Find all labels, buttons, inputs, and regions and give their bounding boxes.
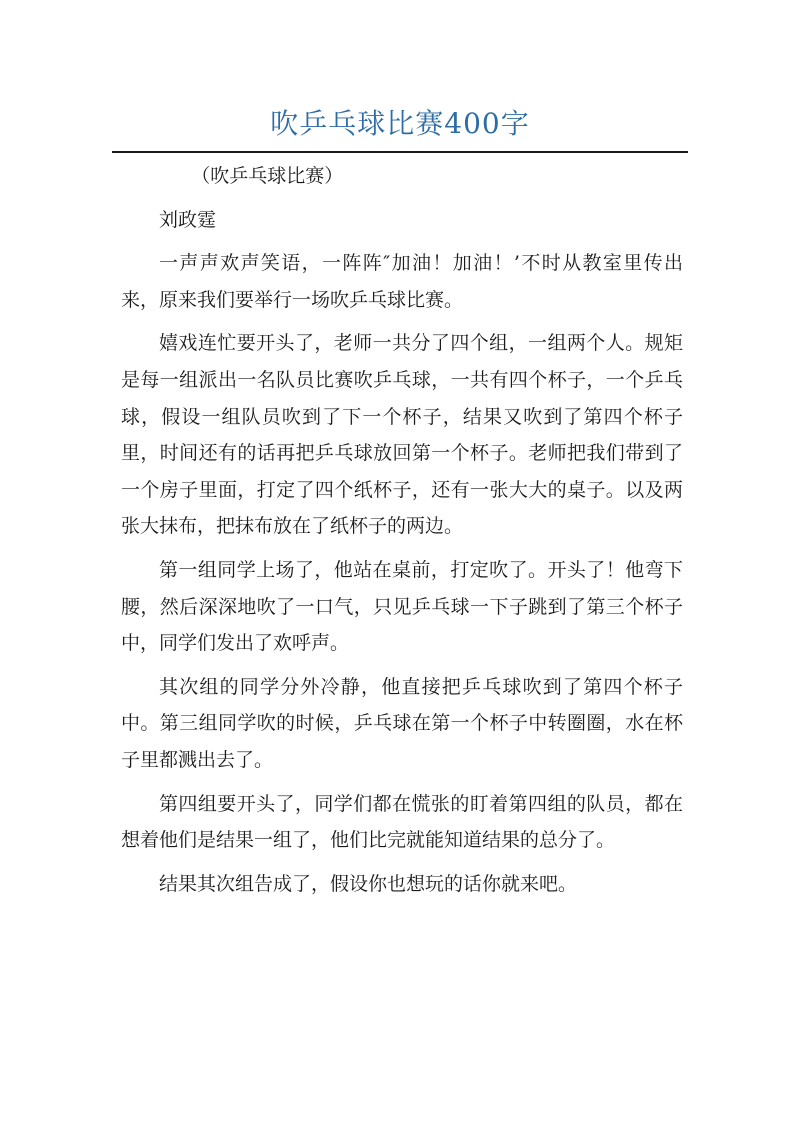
paragraph: 其次组的同学分外冷静，他直接把乒乓球吹到了第四个杯子中。第三组同学吹的时候，乒乓球在第一个杯子中转圈圈，水在杯子里都溅出去了。 bbox=[121, 675, 683, 771]
document-author: 刘政霆 bbox=[159, 208, 217, 231]
document-title: 吹乒乓球比赛400字 bbox=[270, 107, 530, 140]
paragraph: 嬉戏连忙要开头了，老师一共分了四个组，一组两个人。规矩是每一组派出一名队员比赛吹乒乓球，一共有四个杯子，一个乒乓球，假设一组队员吹到了下一个杯子，结果又吹到了第四个杯子里，时间还有的话再把乒乓球放回第一个杯子。老师把我们带到了一个房子里面，打定了四个纸杯子，还有一张大大的桌子。以及两张大抹布，把抹布放在了纸杯子的两边。 bbox=[121, 332, 683, 538]
paragraph: 一声声欢声笑语，一阵阵″加油！加油！’不时从教室里传出来，原来我们要举行一场吹乒乓球比赛。 bbox=[121, 252, 683, 311]
document-subtitle: （吹乒乓球比赛） bbox=[191, 165, 344, 187]
paragraph: 第一组同学上场了，他站在桌前，打定吹了。开头了！他弯下腰，然后深深地吹了一口气，只见乒乓球一下子跳到了第三个杯子中，同学们发出了欢呼声。 bbox=[121, 558, 683, 655]
title-divider bbox=[112, 151, 688, 153]
document-body bbox=[121, 158, 683, 902]
paragraph: 结果其次组告成了，假设你也想玩的话你就来吧。 bbox=[159, 872, 578, 895]
paragraph: 第四组要开头了，同学们都在慌张的盯着第四组的队员，都在想着他们是结果一组了，他们比完就能知道结果的总分了。 bbox=[121, 792, 683, 852]
